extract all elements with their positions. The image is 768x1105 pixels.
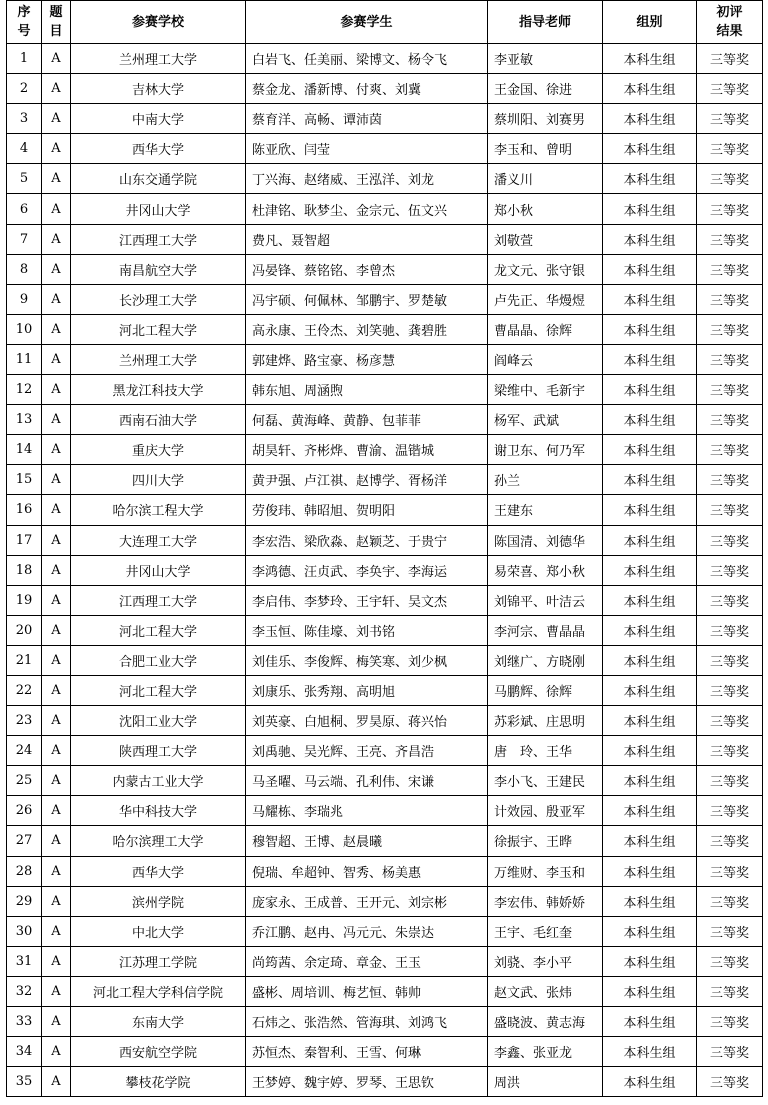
cell-seq: 12 (7, 375, 42, 405)
cell-students: 杜津铭、耿梦尘、金宗元、伍文兴 (246, 194, 488, 224)
cell-group: 本科生组 (603, 886, 697, 916)
cell-advisor: 孙兰 (488, 465, 603, 495)
cell-students: 石炜之、张浩然、管海琪、刘鸿飞 (246, 1007, 488, 1037)
cell-students: 马耀栋、李瑞兆 (246, 796, 488, 826)
cell-result: 三等奖 (697, 1067, 763, 1097)
cell-advisor: 刘敬萱 (488, 224, 603, 254)
cell-topic: A (42, 134, 71, 164)
cell-seq: 21 (7, 645, 42, 675)
table-row (7, 766, 763, 796)
cell-topic: A (42, 706, 71, 736)
cell-advisor: 盛晓波、黄志海 (488, 1007, 603, 1037)
header-row (7, 1, 763, 44)
cell-seq: 1 (7, 44, 42, 74)
cell-group: 本科生组 (603, 284, 697, 314)
cell-school: 江西理工大学 (71, 585, 246, 615)
cell-topic: A (42, 435, 71, 465)
cell-advisor: 龙文元、张守银 (488, 254, 603, 284)
cell-topic: A (42, 555, 71, 585)
cell-result: 三等奖 (697, 194, 763, 224)
cell-students: 庞家永、王成普、王开元、刘宗彬 (246, 886, 488, 916)
cell-group: 本科生组 (603, 675, 697, 705)
cell-students: 李玉恒、陈佳壕、刘书铭 (246, 615, 488, 645)
cell-topic: A (42, 736, 71, 766)
table-row (7, 134, 763, 164)
cell-advisor: 杨军、武斌 (488, 405, 603, 435)
cell-advisor: 李玉和、曾明 (488, 134, 603, 164)
cell-school: 西华大学 (71, 134, 246, 164)
cell-seq: 19 (7, 585, 42, 615)
table-row (7, 1007, 763, 1037)
cell-students: 刘英豪、白旭桐、罗昊原、蒋兴怡 (246, 706, 488, 736)
cell-school: 山东交通学院 (71, 164, 246, 194)
cell-result: 三等奖 (697, 344, 763, 374)
cell-seq: 7 (7, 224, 42, 254)
cell-result: 三等奖 (697, 706, 763, 736)
cell-group: 本科生组 (603, 435, 697, 465)
cell-result: 三等奖 (697, 284, 763, 314)
cell-school: 合肥工业大学 (71, 645, 246, 675)
cell-topic: A (42, 254, 71, 284)
table-row (7, 826, 763, 856)
cell-students: 何磊、黄海峰、黄静、包菲菲 (246, 405, 488, 435)
cell-topic: A (42, 856, 71, 886)
table-row (7, 495, 763, 525)
cell-advisor: 李宏伟、韩娇娇 (488, 886, 603, 916)
cell-students: 丁兴海、赵绪威、王泓洋、刘龙 (246, 164, 488, 194)
cell-result: 三等奖 (697, 826, 763, 856)
cell-school: 中南大学 (71, 104, 246, 134)
cell-school: 滨州学院 (71, 886, 246, 916)
cell-advisor: 李河宗、曹晶晶 (488, 615, 603, 645)
cell-advisor: 王金国、徐进 (488, 74, 603, 104)
table-row (7, 675, 763, 705)
cell-topic: A (42, 224, 71, 254)
cell-school: 内蒙古工业大学 (71, 766, 246, 796)
cell-students: 白岩飞、任美丽、梁博文、杨令飞 (246, 44, 488, 74)
cell-group: 本科生组 (603, 706, 697, 736)
cell-result: 三等奖 (697, 525, 763, 555)
cell-advisor: 易荣喜、郑小秋 (488, 555, 603, 585)
cell-advisor: 马鹏辉、徐辉 (488, 675, 603, 705)
cell-school: 井冈山大学 (71, 555, 246, 585)
cell-seq: 23 (7, 706, 42, 736)
cell-school: 南昌航空大学 (71, 254, 246, 284)
cell-students: 马圣曜、马云端、孔利伟、宋谦 (246, 766, 488, 796)
cell-advisor: 王宇、毛红奎 (488, 916, 603, 946)
cell-topic: A (42, 314, 71, 344)
cell-group: 本科生组 (603, 194, 697, 224)
table-row (7, 525, 763, 555)
cell-school: 江苏理工学院 (71, 946, 246, 976)
table-row (7, 916, 763, 946)
cell-school: 中北大学 (71, 916, 246, 946)
cell-seq: 31 (7, 946, 42, 976)
cell-seq: 34 (7, 1037, 42, 1067)
cell-topic: A (42, 796, 71, 826)
cell-school: 江西理工大学 (71, 224, 246, 254)
cell-result: 三等奖 (697, 134, 763, 164)
cell-seq: 8 (7, 254, 42, 284)
cell-seq: 9 (7, 284, 42, 314)
cell-result: 三等奖 (697, 1037, 763, 1067)
cell-group: 本科生组 (603, 1037, 697, 1067)
cell-students: 蔡金龙、潘新博、付爽、刘冀 (246, 74, 488, 104)
cell-topic: A (42, 44, 71, 74)
cell-group: 本科生组 (603, 525, 697, 555)
cell-group: 本科生组 (603, 44, 697, 74)
cell-students: 刘禹驰、吴光辉、王亮、齐昌浩 (246, 736, 488, 766)
cell-school: 沈阳工业大学 (71, 706, 246, 736)
cell-result: 三等奖 (697, 976, 763, 1006)
table-row (7, 555, 763, 585)
header-topic: 题 目 (42, 1, 71, 44)
cell-topic: A (42, 495, 71, 525)
cell-seq: 28 (7, 856, 42, 886)
cell-group: 本科生组 (603, 856, 697, 886)
cell-group: 本科生组 (603, 224, 697, 254)
cell-school: 井冈山大学 (71, 194, 246, 224)
cell-topic: A (42, 886, 71, 916)
cell-students: 倪瑞、牟超钟、智秀、杨美惠 (246, 856, 488, 886)
cell-topic: A (42, 1037, 71, 1067)
cell-result: 三等奖 (697, 44, 763, 74)
cell-students: 盛彬、周培训、梅艺恒、韩帅 (246, 976, 488, 1006)
cell-seq: 24 (7, 736, 42, 766)
cell-result: 三等奖 (697, 555, 763, 585)
cell-result: 三等奖 (697, 104, 763, 134)
cell-seq: 27 (7, 826, 42, 856)
table-row (7, 375, 763, 405)
cell-advisor: 刘继广、方晓刚 (488, 645, 603, 675)
cell-advisor: 陈国清、刘德华 (488, 525, 603, 555)
cell-result: 三等奖 (697, 916, 763, 946)
cell-school: 重庆大学 (71, 435, 246, 465)
table-row (7, 44, 763, 74)
cell-seq: 10 (7, 314, 42, 344)
table-row (7, 976, 763, 1006)
table-row (7, 1067, 763, 1097)
table-row (7, 465, 763, 495)
cell-students: 李鸿德、汪贞武、李奂宇、李海运 (246, 555, 488, 585)
cell-advisor: 李亚敏 (488, 44, 603, 74)
cell-topic: A (42, 645, 71, 675)
cell-topic: A (42, 104, 71, 134)
cell-topic: A (42, 375, 71, 405)
cell-topic: A (42, 946, 71, 976)
cell-students: 黄尹强、卢江祺、赵博学、胥杨洋 (246, 465, 488, 495)
cell-group: 本科生组 (603, 736, 697, 766)
cell-students: 高永康、王伶杰、刘笑驰、龚碧胜 (246, 314, 488, 344)
cell-topic: A (42, 74, 71, 104)
cell-advisor: 郑小秋 (488, 194, 603, 224)
cell-seq: 4 (7, 134, 42, 164)
cell-result: 三等奖 (697, 585, 763, 615)
cell-seq: 32 (7, 976, 42, 1006)
table-row (7, 74, 763, 104)
table-row (7, 104, 763, 134)
cell-school: 攀枝花学院 (71, 1067, 246, 1097)
cell-advisor: 刘骁、李小平 (488, 946, 603, 976)
cell-group: 本科生组 (603, 344, 697, 374)
table-row (7, 615, 763, 645)
results-table (6, 0, 763, 1097)
cell-seq: 14 (7, 435, 42, 465)
cell-group: 本科生组 (603, 826, 697, 856)
table-header (7, 1, 763, 44)
cell-school: 河北工程大学 (71, 675, 246, 705)
cell-students: 刘康乐、张秀翔、高明旭 (246, 675, 488, 705)
cell-result: 三等奖 (697, 405, 763, 435)
cell-topic: A (42, 525, 71, 555)
cell-school: 西安航空学院 (71, 1037, 246, 1067)
cell-school: 河北工程大学 (71, 615, 246, 645)
table-row (7, 645, 763, 675)
cell-topic: A (42, 916, 71, 946)
cell-group: 本科生组 (603, 405, 697, 435)
table-row (7, 435, 763, 465)
cell-group: 本科生组 (603, 585, 697, 615)
cell-advisor: 万维财、李玉和 (488, 856, 603, 886)
cell-topic: A (42, 194, 71, 224)
table-row (7, 284, 763, 314)
cell-students: 李宏浩、梁欣淼、赵颖芝、于贵宁 (246, 525, 488, 555)
cell-seq: 33 (7, 1007, 42, 1037)
cell-advisor: 梁维中、毛新宇 (488, 375, 603, 405)
cell-result: 三等奖 (697, 645, 763, 675)
cell-advisor: 刘锦平、叶洁云 (488, 585, 603, 615)
header-seq: 序 号 (7, 1, 42, 44)
cell-students: 李启伟、李梦玲、王宇轩、吴文杰 (246, 585, 488, 615)
cell-school: 西华大学 (71, 856, 246, 886)
cell-topic: A (42, 615, 71, 645)
cell-school: 陕西理工大学 (71, 736, 246, 766)
cell-seq: 35 (7, 1067, 42, 1097)
cell-students: 劳俊玮、韩昭旭、贺明阳 (246, 495, 488, 525)
cell-topic: A (42, 1067, 71, 1097)
cell-topic: A (42, 826, 71, 856)
cell-students: 尚筠茜、余定琦、章金、王玉 (246, 946, 488, 976)
cell-advisor: 徐振宇、王晔 (488, 826, 603, 856)
cell-students: 冯宇硕、何佩林、邹鹏宇、罗楚敏 (246, 284, 488, 314)
cell-seq: 2 (7, 74, 42, 104)
cell-topic: A (42, 976, 71, 1006)
cell-advisor: 阎峰云 (488, 344, 603, 374)
cell-result: 三等奖 (697, 615, 763, 645)
cell-seq: 11 (7, 344, 42, 374)
cell-seq: 5 (7, 164, 42, 194)
cell-group: 本科生组 (603, 164, 697, 194)
cell-school: 华中科技大学 (71, 796, 246, 826)
table-row (7, 254, 763, 284)
cell-students: 王梦婷、魏宇婷、罗琴、王思钦 (246, 1067, 488, 1097)
cell-group: 本科生组 (603, 916, 697, 946)
cell-result: 三等奖 (697, 886, 763, 916)
cell-result: 三等奖 (697, 465, 763, 495)
cell-advisor: 李小飞、王建民 (488, 766, 603, 796)
cell-result: 三等奖 (697, 946, 763, 976)
cell-topic: A (42, 585, 71, 615)
cell-advisor: 李鑫、张亚龙 (488, 1037, 603, 1067)
cell-topic: A (42, 164, 71, 194)
cell-result: 三等奖 (697, 254, 763, 284)
table-row (7, 1037, 763, 1067)
cell-seq: 15 (7, 465, 42, 495)
cell-result: 三等奖 (697, 314, 763, 344)
cell-group: 本科生组 (603, 134, 697, 164)
cell-group: 本科生组 (603, 615, 697, 645)
cell-seq: 22 (7, 675, 42, 705)
cell-seq: 20 (7, 615, 42, 645)
cell-seq: 26 (7, 796, 42, 826)
cell-group: 本科生组 (603, 1067, 697, 1097)
cell-seq: 16 (7, 495, 42, 525)
cell-school: 河北工程大学科信学院 (71, 976, 246, 1006)
cell-group: 本科生组 (603, 946, 697, 976)
cell-group: 本科生组 (603, 976, 697, 1006)
cell-students: 穆智超、王博、赵晨曦 (246, 826, 488, 856)
cell-result: 三等奖 (697, 675, 763, 705)
cell-result: 三等奖 (697, 495, 763, 525)
cell-advisor: 潘义川 (488, 164, 603, 194)
cell-group: 本科生组 (603, 645, 697, 675)
cell-advisor: 赵文武、张炜 (488, 976, 603, 1006)
cell-school: 西南石油大学 (71, 405, 246, 435)
cell-group: 本科生组 (603, 74, 697, 104)
table-row (7, 224, 763, 254)
cell-result: 三等奖 (697, 1007, 763, 1037)
cell-group: 本科生组 (603, 766, 697, 796)
table-row (7, 706, 763, 736)
cell-students: 苏恒杰、秦智利、王雪、何琳 (246, 1037, 488, 1067)
cell-school: 吉林大学 (71, 74, 246, 104)
cell-advisor: 周洪 (488, 1067, 603, 1097)
table-row (7, 194, 763, 224)
cell-result: 三等奖 (697, 435, 763, 465)
table-body (7, 44, 763, 1097)
cell-advisor: 卢先正、华熳煜 (488, 284, 603, 314)
table-row (7, 886, 763, 916)
cell-students: 乔江鹏、赵冉、冯元元、朱崇达 (246, 916, 488, 946)
cell-students: 陈亚欣、闫莹 (246, 134, 488, 164)
header-advisor: 指导老师 (488, 1, 603, 44)
cell-school: 兰州理工大学 (71, 44, 246, 74)
cell-students: 刘佳乐、李俊辉、梅笑寒、刘少枫 (246, 645, 488, 675)
cell-seq: 13 (7, 405, 42, 435)
cell-result: 三等奖 (697, 224, 763, 254)
cell-group: 本科生组 (603, 465, 697, 495)
cell-result: 三等奖 (697, 766, 763, 796)
cell-topic: A (42, 465, 71, 495)
cell-advisor: 苏彩斌、庄思明 (488, 706, 603, 736)
cell-group: 本科生组 (603, 495, 697, 525)
cell-advisor: 谢卫东、何乃军 (488, 435, 603, 465)
table-row (7, 856, 763, 886)
cell-topic: A (42, 344, 71, 374)
cell-seq: 29 (7, 886, 42, 916)
table-row (7, 796, 763, 826)
cell-students: 韩东旭、周涵煦 (246, 375, 488, 405)
cell-school: 哈尔滨理工大学 (71, 826, 246, 856)
table-row (7, 314, 763, 344)
cell-school: 河北工程大学 (71, 314, 246, 344)
cell-seq: 25 (7, 766, 42, 796)
cell-students: 费凡、聂智超 (246, 224, 488, 254)
cell-group: 本科生组 (603, 796, 697, 826)
cell-result: 三等奖 (697, 164, 763, 194)
header-students: 参赛学生 (246, 1, 488, 44)
cell-students: 胡昊轩、齐彬烨、曹渝、温锴城 (246, 435, 488, 465)
cell-school: 四川大学 (71, 465, 246, 495)
cell-students: 蔡育洋、高畅、谭沛茵 (246, 104, 488, 134)
cell-seq: 17 (7, 525, 42, 555)
table-row (7, 344, 763, 374)
cell-seq: 3 (7, 104, 42, 134)
cell-topic: A (42, 405, 71, 435)
cell-students: 郭建烨、路宝豪、杨彦慧 (246, 344, 488, 374)
table-row (7, 405, 763, 435)
cell-group: 本科生组 (603, 254, 697, 284)
cell-school: 东南大学 (71, 1007, 246, 1037)
cell-group: 本科生组 (603, 104, 697, 134)
cell-school: 黑龙江科技大学 (71, 375, 246, 405)
table-row (7, 946, 763, 976)
cell-topic: A (42, 284, 71, 314)
cell-advisor: 曹晶晶、徐辉 (488, 314, 603, 344)
cell-advisor: 蔡圳阳、刘赛男 (488, 104, 603, 134)
cell-topic: A (42, 1007, 71, 1037)
cell-school: 哈尔滨工程大学 (71, 495, 246, 525)
cell-result: 三等奖 (697, 856, 763, 886)
cell-group: 本科生组 (603, 375, 697, 405)
table-row (7, 585, 763, 615)
cell-result: 三等奖 (697, 736, 763, 766)
header-school: 参赛学校 (71, 1, 246, 44)
cell-advisor: 计效园、殷亚军 (488, 796, 603, 826)
cell-school: 大连理工大学 (71, 525, 246, 555)
table-row (7, 736, 763, 766)
cell-advisor: 王建东 (488, 495, 603, 525)
header-result: 初评 结果 (697, 1, 763, 44)
cell-seq: 30 (7, 916, 42, 946)
cell-seq: 6 (7, 194, 42, 224)
cell-result: 三等奖 (697, 375, 763, 405)
cell-topic: A (42, 675, 71, 705)
cell-seq: 18 (7, 555, 42, 585)
table-row (7, 164, 763, 194)
header-group: 组别 (603, 1, 697, 44)
cell-group: 本科生组 (603, 555, 697, 585)
cell-students: 冯晏锋、蔡铭铭、李曾杰 (246, 254, 488, 284)
cell-school: 长沙理工大学 (71, 284, 246, 314)
cell-result: 三等奖 (697, 74, 763, 104)
cell-school: 兰州理工大学 (71, 344, 246, 374)
cell-advisor: 唐 玲、王华 (488, 736, 603, 766)
cell-result: 三等奖 (697, 796, 763, 826)
cell-topic: A (42, 766, 71, 796)
cell-group: 本科生组 (603, 1007, 697, 1037)
cell-group: 本科生组 (603, 314, 697, 344)
